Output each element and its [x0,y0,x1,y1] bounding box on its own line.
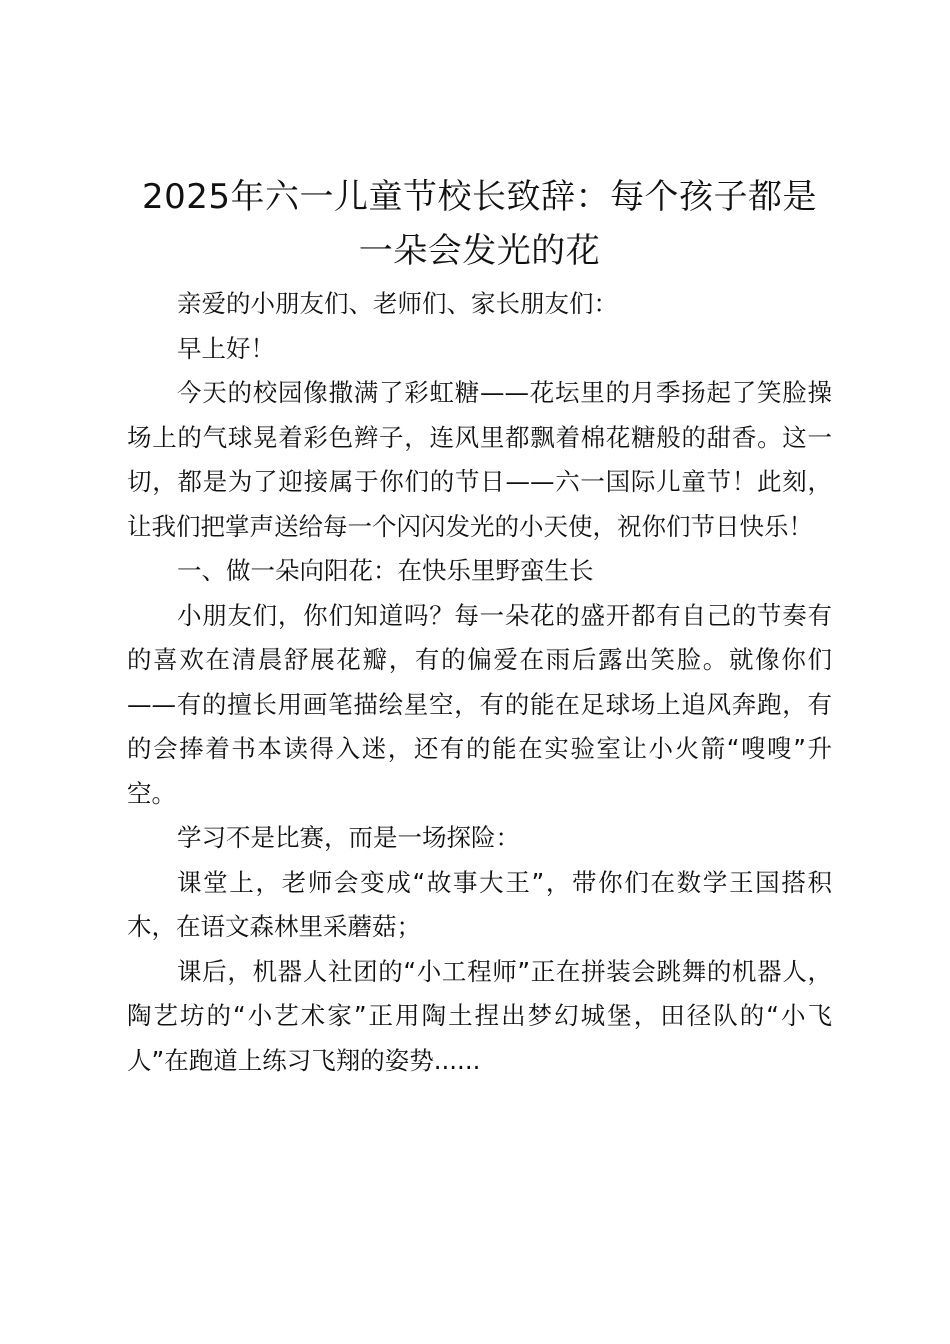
title-line-1: 2025年六一儿童节校长致辞：每个孩子都是 [141,177,818,217]
title-line-2: 一朵会发光的花 [358,231,601,271]
paragraph-classroom: 课堂上，老师会变成“故事大王”，带你们在数学王国搭积木，在语文森林里采蘑菇； [127,867,832,941]
section-heading-1: 一、做一朵向阳花：在快乐里野蛮生长 [177,556,594,585]
document-page [127,170,832,1083]
paragraph-afterschool: 课后，机器人社团的“小工程师”正在拼装会跳舞的机器人，陶艺坊的“小艺术家”正用陶土捏出梦幻城堡，田径队的“小飞人”在跑道上练习飞翔的姿势...... [127,956,832,1075]
paragraph-learning: 学习不是比赛，而是一场探险： [177,823,520,852]
document-title [107,170,852,278]
paragraph-flowers: 小朋友们，你们知道吗？每一朵花的盛开都有自己的节奏有的喜欢在清晨舒展花瓣，有的偏爱在雨后露出笑脸。就像你们——有的擅长用画笔描绘星空，有的能在足球场上追风奔跑，有的会捧着书本读得入迷，还有的能在实验室让小火箭“嗖嗖”升空。 [127,600,832,808]
paragraph-opening: 今天的校园像撒满了彩虹糖——花坛里的月季扬起了笑脸操场上的气球晃着彩色辫子，连风里都飘着棉花糖般的甜香。这一切，都是为了迎接属于你们的节日——六一国际儿童节！此刻，让我们把掌声送给每一个闪闪发光的小天使，祝你们节日快乐！ [127,378,832,541]
greeting: 早上好！ [177,333,275,363]
salutation: 亲爱的小朋友们、老师们、家长朋友们： [177,289,618,318]
